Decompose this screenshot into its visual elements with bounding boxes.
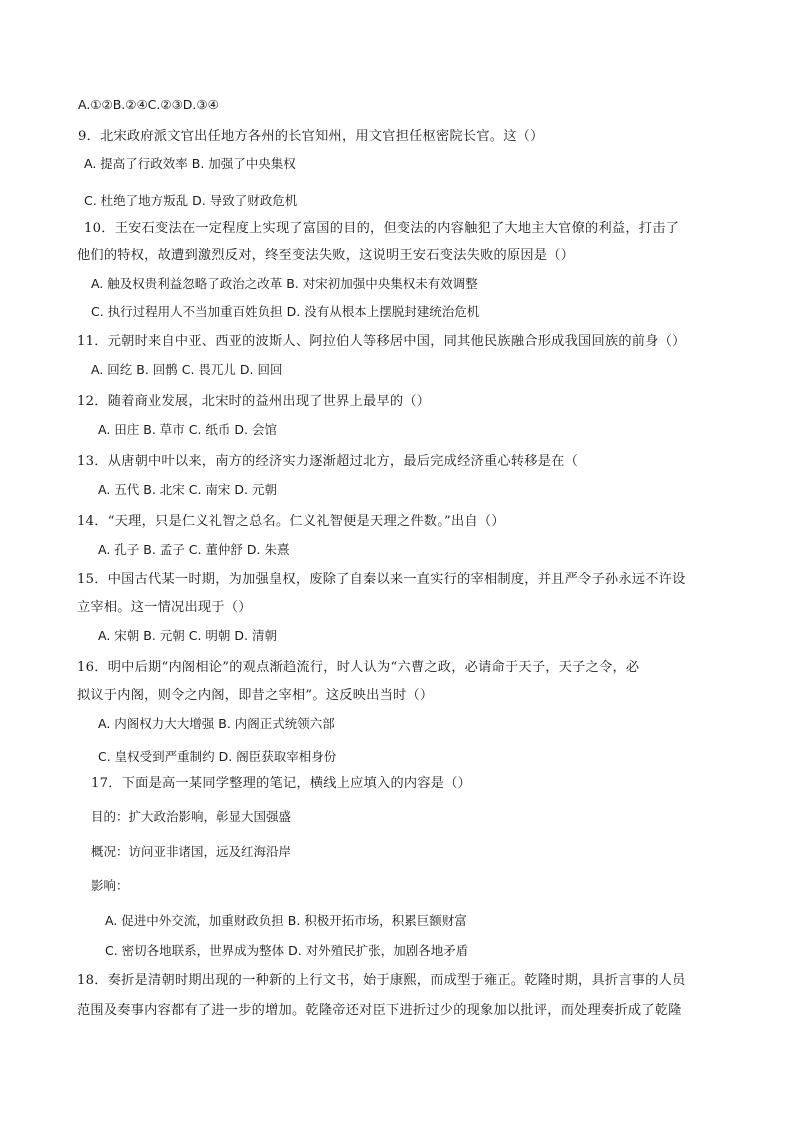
question-17: 17．下面是高一某同学整理的笔记，横线上应填入的内容是（） [91, 776, 472, 791]
options-11: A. 回纥 B. 回鹘 C. 畏兀儿 D. 回回 [91, 362, 283, 377]
options-9-cd: C. 杜绝了地方叛乱 D. 导致了财政危机 [84, 193, 298, 208]
question-16-cont: 拟议于内阁，则令之内阁，即昔之宰相”。这反映出当时（） [77, 688, 434, 703]
options-9-ab: A. 提高了行政效率 B. 加强了中央集权 [84, 156, 296, 171]
question-18: 18．奏折是清朝时期出现的一种新的上行文书，始于康熙，而成型于雍正。乾隆时期，具折言事的人员 [77, 973, 686, 988]
question-11: 11．元朝时来自中亚、西亚的波斯人、阿拉伯人等移居中国，同其他民族融合形成我国回族的前身（） [77, 334, 686, 349]
question-18-cont: 范围及奏事内容都有了进一步的增加。乾隆帝还对臣下进折过少的现象加以批评，而处理奏折成了乾隆 [77, 1003, 682, 1018]
options-10-ab: A. 触及权贵利益忽略了政治之改革 B. 对宋初加强中央集权未有效调整 [91, 276, 478, 291]
options-13: A. 五代 B. 北宋 C. 南宋 D. 元朝 [98, 482, 277, 497]
options-16-ab: A. 内阁权力大大增强 B. 内阁正式统领六部 [98, 716, 335, 731]
question-15-cont: 立宰相。这一情况出现于（） [77, 600, 252, 615]
question-9: 9．北宋政府派文官出任地方各州的长官知州，用文官担任枢密院长官。这（） [78, 129, 544, 144]
question-10: 10．王安石变法在一定程度上实现了富国的目的，但变法的内容触犯了大地主大官僚的利益，打击了 [84, 221, 680, 236]
options-15: A. 宋朝 B. 元朝 C. 明朝 D. 清朝 [98, 628, 277, 643]
answer-options-8: A.①②B.②④C.②③D.③④ [78, 97, 219, 112]
question-13: 13．从唐朝中叶以来，南方的经济实力逐渐超过北方，最后完成经济重心转移是在（ [77, 454, 579, 469]
question-15: 15．中国古代某一时期，为加强皇权，废除了自秦以来一直实行的宰相制度，并且严令子孙永远不许设 [77, 572, 686, 587]
question-12: 12．随着商业发展，北宋时的益州出现了世界上最早的（） [77, 394, 431, 409]
options-12: A. 田庄 B. 草市 C. 纸币 D. 会馆 [98, 422, 277, 437]
question-16: 16．明中后期“内阁相论”的观点渐趋流行，时人认为“六曹之政，必请命于天子，天子之令，必 [77, 660, 640, 675]
note-overview: 概况：访问亚非诸国，远及红海沿岸 [91, 844, 292, 859]
options-14: A. 孔子 B. 孟子 C. 董仲舒 D. 朱熹 [98, 542, 290, 557]
question-14: 14．“天理，只是仁义礼智之总名。仁义礼智便是天理之件数。”出自（） [77, 514, 505, 529]
note-purpose: 目的：扩大政治影响，彰显大国强盛 [91, 809, 292, 824]
options-16-cd: C. 皇权受到严重制约 D. 阁臣获取宰相身份 [98, 749, 337, 764]
note-impact: 影响： [91, 878, 129, 893]
options-17-cd: C. 密切各地联系，世界成为整体 D. 对外殖民扩张，加剧各地矛盾 [105, 943, 469, 958]
options-17-ab: A. 促进中外交流，加重财政负担 B. 积极开拓市场，积累巨额财富 [105, 913, 467, 928]
options-10-cd: C. 执行过程用人不当加重百姓负担 D. 没有从根本上摆脱封建统治危机 [91, 304, 480, 319]
question-10-cont: 他们的特权，故遭到激烈反对，终至变法失败，这说明王安石变法失败的原因是（） [77, 248, 575, 263]
